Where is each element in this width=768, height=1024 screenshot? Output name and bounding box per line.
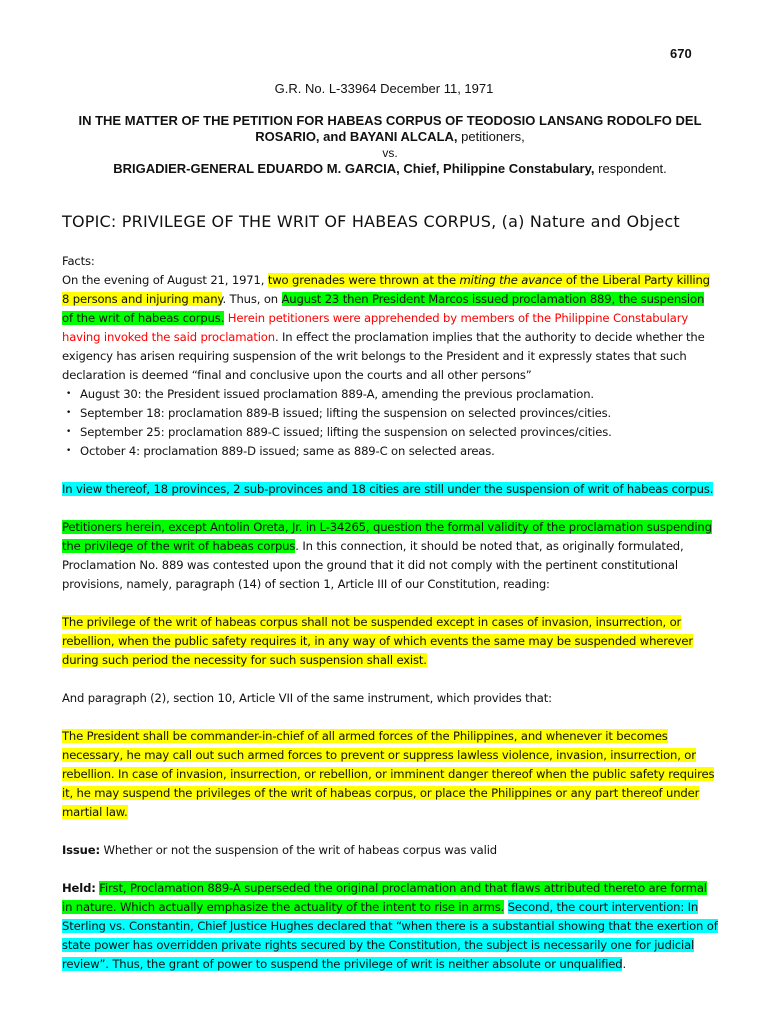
highlight-held-first: First, Proclamation 889-A superseded the original proclamation and that flaws attributed thereto are formal in nature. Which actually emphasize the actuality of the intent to rise in arms. xyxy=(62,881,707,914)
issue-label: Issue: xyxy=(62,843,100,857)
facts-text: On the evening of August 21, 1971, xyxy=(62,273,268,287)
issue-text: Whether or not the suspension of the writ of habeas corpus was valid xyxy=(99,843,497,857)
respondent-name: BRIGADIER-GENERAL EDUARDO M. GARCIA, Chief, Philippine Constabulary, xyxy=(113,161,595,176)
versus: vs. xyxy=(382,146,398,160)
red-text-apprehended: Herein petitioners were apprehended by members of the Philippine Constabulary having invoked the said proclamation xyxy=(62,311,689,344)
facts-paragraph-3 xyxy=(62,518,718,594)
facts-text: . Thus, on xyxy=(222,292,282,306)
list-item: • September 18: proclamation 889-B issued; lifting the suspension on selected provinces/cities. xyxy=(62,404,718,423)
highlight-petitioners: Petitioners herein, except Antolin Oreta, Jr. in L-34265, question the formal validity of the proclamation suspending the privilege of the writ of habeas corpus xyxy=(62,520,712,553)
facts-paragraph-5: And paragraph (2), section 10, Article VII of the same instrument, which provides that: xyxy=(62,691,552,705)
digest-body xyxy=(62,252,718,993)
constitution-quote-1 xyxy=(62,613,718,670)
facts-label: Facts: xyxy=(62,254,95,268)
highlight-quote-1: The privilege of the writ of habeas corpus shall not be suspended except in cases of invasion, insurrection, or rebellion, when the public safety requires it, in any way of which events the same may be suspended wherever during such period the necessity for such suspension shall exist. xyxy=(62,615,693,667)
petition-title: IN THE MATTER OF THE PETITION FOR HABEAS CORPUS OF TEODOSIO LANSANG RODOLFO DEL ROSARIO, and BAYANI ALCALA, xyxy=(78,113,702,144)
list-item: • October 4: proclamation 889-D issued; same as 889-C on selected areas. xyxy=(62,442,718,461)
highlight-text: two grenades were thrown at the xyxy=(267,273,460,287)
highlight-text: of the Liberal Party killing 8 persons and injuring many xyxy=(62,273,710,306)
page-number: 670 xyxy=(670,46,692,61)
held-paragraph xyxy=(62,879,718,974)
facts-text: . In effect the proclamation implies that the authority to decide whether the exigency has arisen requiring suspension of the writ belongs to the President and it expressly states that such declaration is deemed “final and conclusive upon the courts and all other persons” xyxy=(62,330,705,382)
facts-paragraph-1 xyxy=(62,271,718,385)
facts-paragraph-2 xyxy=(62,480,718,499)
constitution-quote-2 xyxy=(62,727,718,822)
held-end: . xyxy=(622,957,627,971)
facts-text: . In this connection, it should be noted that, as originally formulated, Proclamation No. 889 was contested upon the ground that it did not comply with the pertinent constitutional provisions, namely, paragraph (14) of section 1, Article III of our Constitution, reading: xyxy=(62,539,684,591)
case-title xyxy=(60,113,720,177)
highlight-provinces: In view thereof, 18 provinces, 2 sub-provinces and 18 cities are still under the suspension of writ of habeas corpus. xyxy=(62,482,714,496)
highlight-quote-2: The President shall be commander-in-chief of all armed forces of the Philippines, and whenever it becomes necessary, he may call out such armed forces to prevent or suppress lawless violence, invasion, insurrection, or rebellion. In case of invasion, insurrection, or rebellion, or imminent danger thereof when the public safety requires it, he may suspend the privileges of the writ of habeas corpus, or place the Philippines or any part thereof under martial law. xyxy=(62,729,715,819)
case-number: G.R. No. L-33964 December 11, 1971 xyxy=(274,81,494,96)
topic-heading: TOPIC: PRIVILEGE OF THE WRIT OF HABEAS CORPUS, (a) Nature and Object xyxy=(62,212,680,231)
respondent-role: respondent. xyxy=(594,161,667,176)
highlight-proclamation: August 23 then President Marcos issued proclamation 889, the suspension of the writ of habeas corpus. xyxy=(62,292,705,325)
list-item: • September 25: proclamation 889-C issued; lifting the suspension on selected provinces/cities. xyxy=(62,423,718,442)
list-item: • August 30: the President issued proclamation 889-A, amending the previous proclamation. xyxy=(62,385,718,404)
highlight-italic: miting the avance xyxy=(459,273,563,287)
proclamation-list xyxy=(62,385,718,461)
held-label: Held: xyxy=(62,881,96,895)
highlight-held-second: Second, the court intervention: In Sterling vs. Constantin, Chief Justice Hughes declared that “when there is a substantial showing that the exertion of state power has overridden private rights secured by the Constitution, the subject is necessarily one for judicial review”. Thus, the grant of power to suspend the privilege of writ is neither absolute or unqualified xyxy=(62,900,718,971)
issue-paragraph xyxy=(62,841,718,860)
petitioner-role: petitioners, xyxy=(457,129,525,144)
